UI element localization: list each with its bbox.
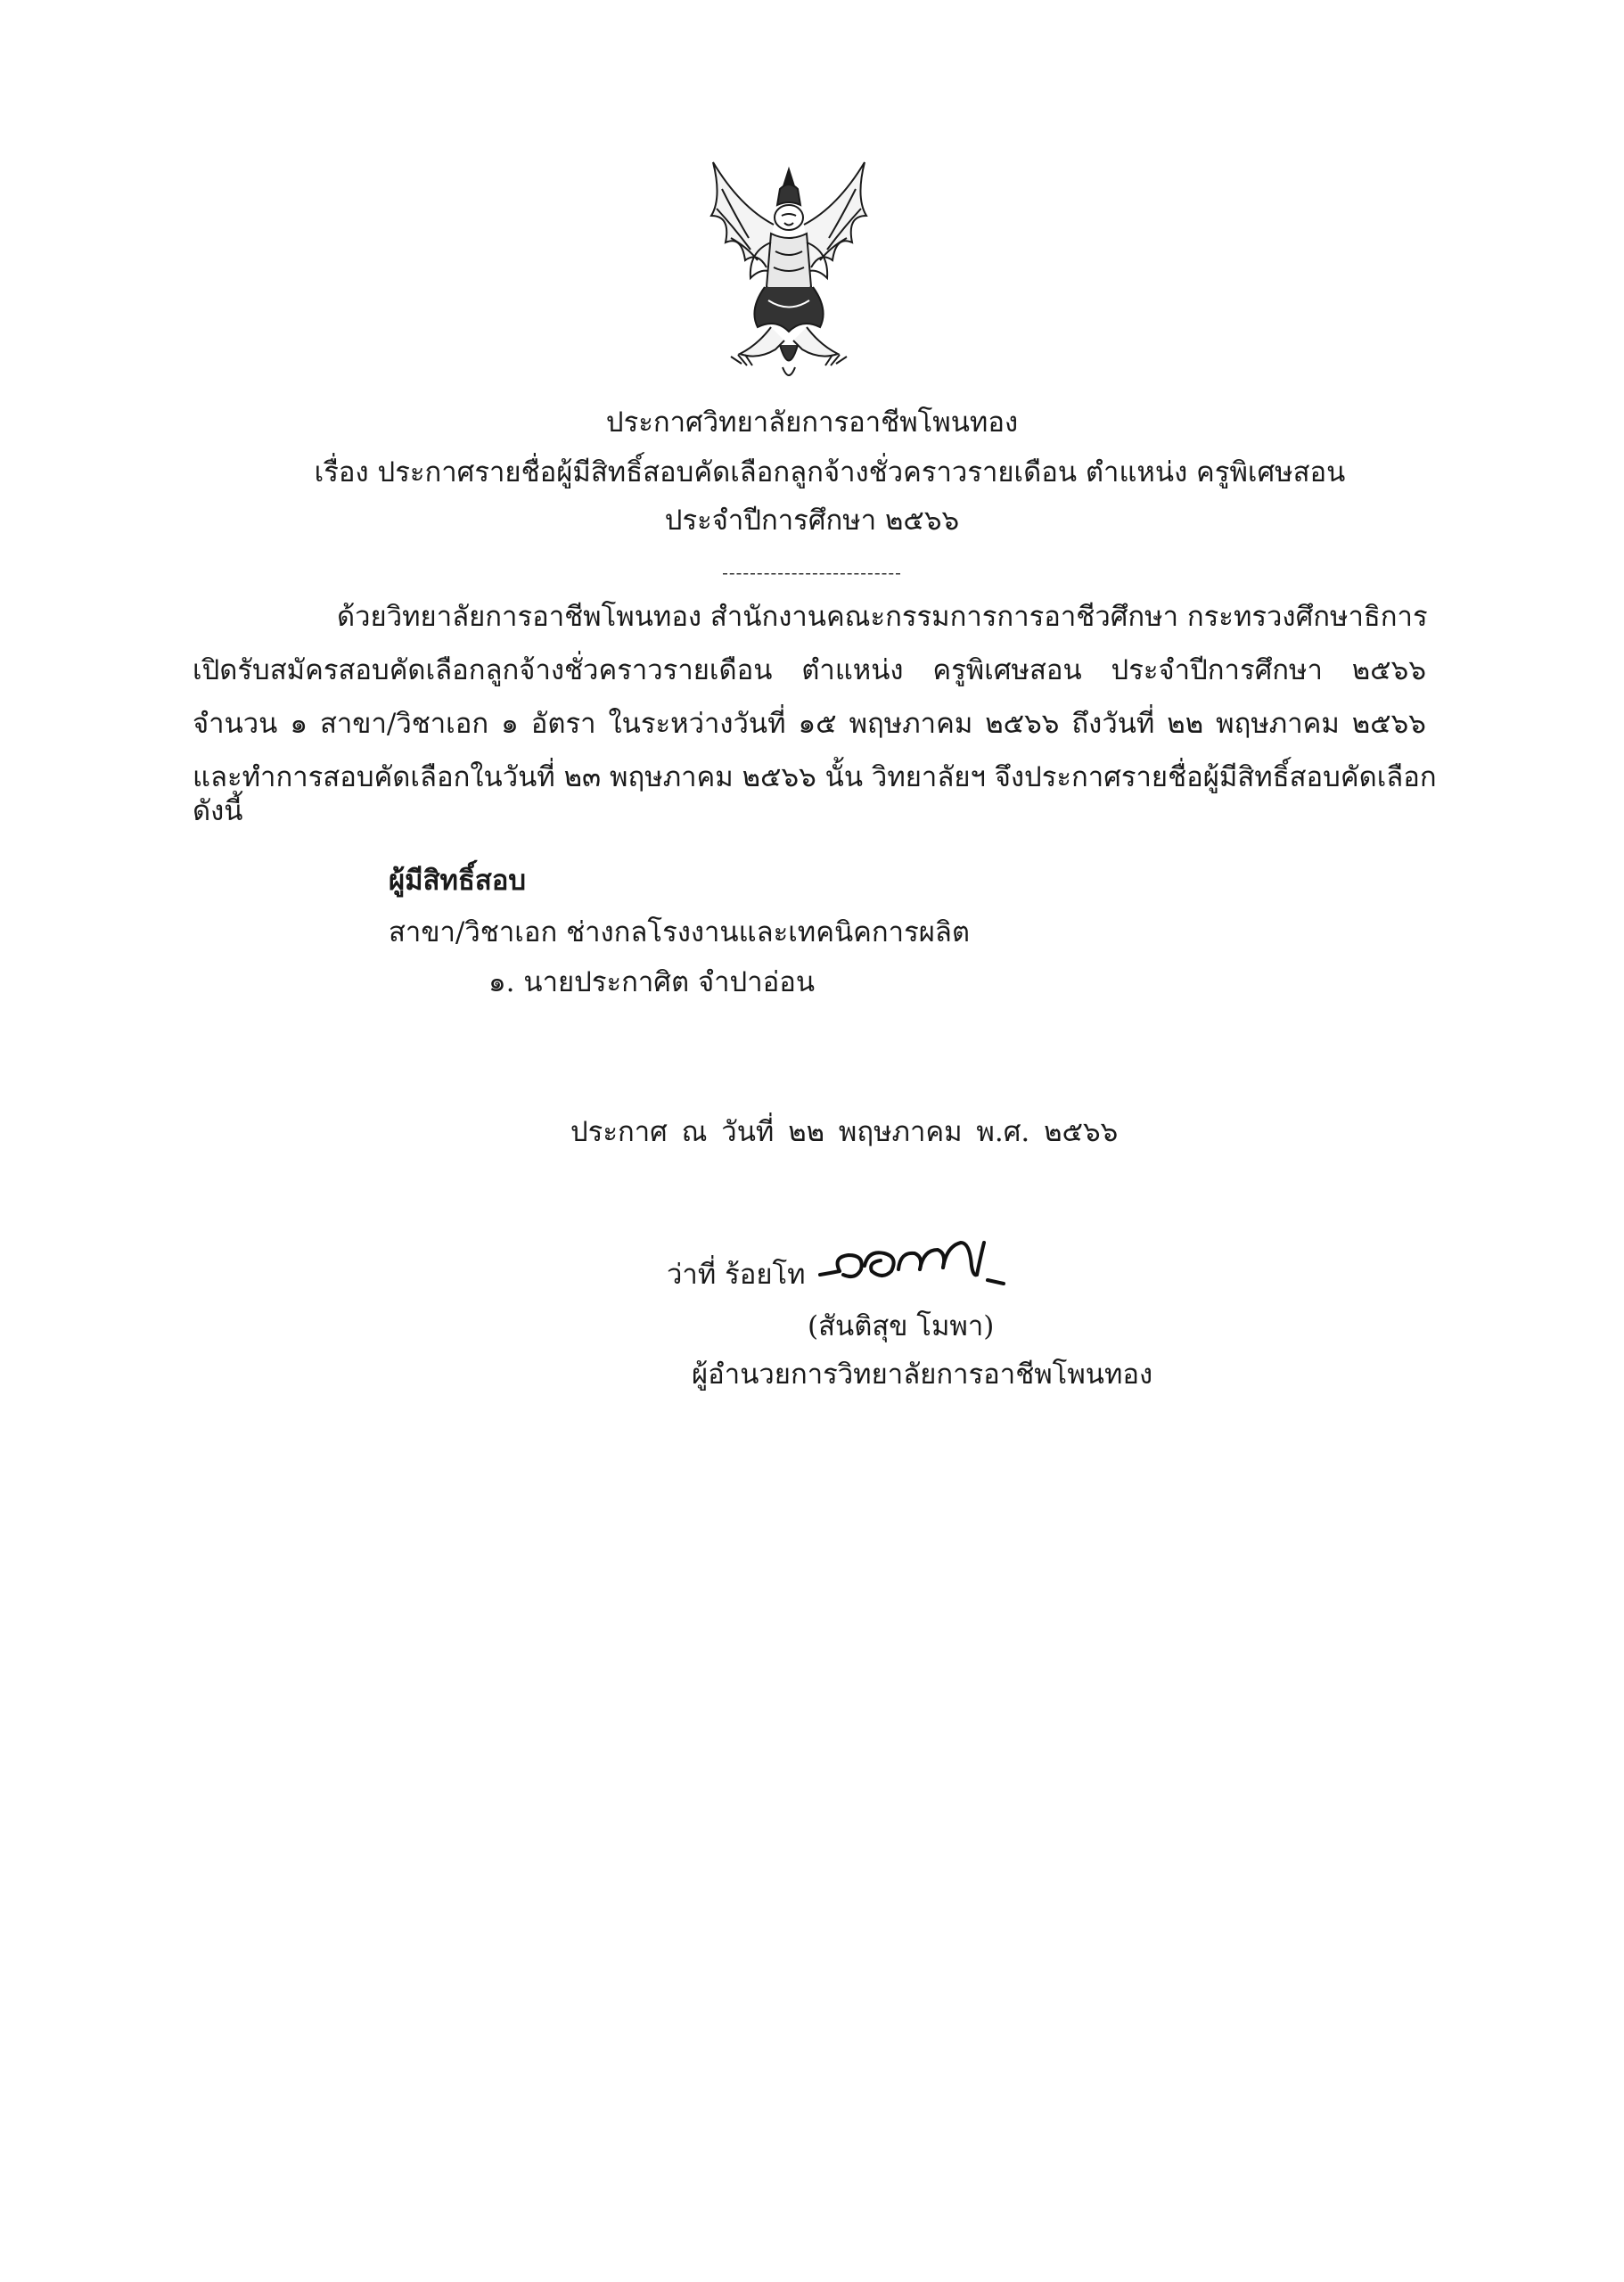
announcement-date: ประกาศ ณ วันที่ ๒๒ พฤษภาคม พ.ศ. ๒๕๖๖	[570, 1116, 1119, 1148]
body-line: เปิดรับสมัครสอบคัดเลือกลูกจ้างชั่วคราวรายเดือน ตำแหน่ง ครูพิเศษสอน ประจำปีการศึกษา ๒๕๖๖	[193, 654, 1426, 686]
divider-line: --------------------------	[722, 562, 902, 583]
body-line: และทำการสอบคัดเลือกในวันที่ ๒๓ พฤษภาคม ๒๕๖๖ นั้น วิทยาลัยฯ จึงประกาศรายชื่อผู้มีสิทธิ์สอบคัดเลือก	[193, 761, 1437, 793]
announcement-subject: เรื่อง ประกาศรายชื่อผู้มีสิทธิ์สอบคัดเลือกลูกจ้างชั่วคราวรายเดือน ตำแหน่ง ครูพิเศษสอน	[314, 456, 1346, 488]
handwritten-signature	[813, 1230, 1054, 1297]
signer-name: (สันติสุข โมพา)	[808, 1310, 995, 1342]
body-line: ดังนี้	[193, 795, 243, 827]
body-line: ด้วยวิทยาลัยการอาชีพโพนทอง สำนักงานคณะกรรมการการอาชีวศึกษา กระทรวงศึกษาธิการ	[337, 601, 1428, 633]
candidate-item: ๑. นายประกาศิต จำปาอ่อน	[488, 966, 816, 998]
eligible-heading: ผู้มีสิทธิ์สอบ	[389, 865, 527, 897]
signer-rank: ว่าที่ ร้อยโท	[667, 1259, 806, 1291]
academic-year: ประจำปีการศึกษา ๒๕๖๖	[664, 505, 960, 537]
body-line: จำนวน ๑ สาขา/วิชาเอก ๑ อัตรา ในระหว่างวันที่ ๑๕ พฤษภาคม ๒๕๖๖ ถึงวันที่ ๒๒ พฤษภาคม ๒๕๖๖	[193, 708, 1426, 740]
signer-position: ผู้อำนวยการวิทยาลัยการอาชีพโพนทอง	[692, 1359, 1153, 1391]
announcement-title: ประกาศวิทยาลัยการอาชีพโพนทอง	[605, 406, 1019, 439]
garuda-emblem-icon	[695, 153, 882, 390]
major-label: สาขา/วิชาเอก ช่างกลโรงงานและเทคนิคการผลิต	[389, 916, 971, 948]
